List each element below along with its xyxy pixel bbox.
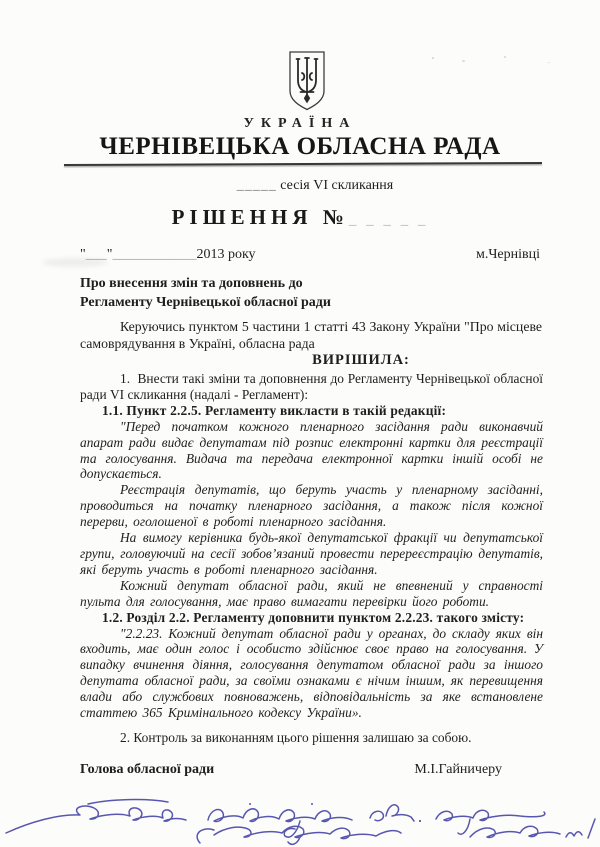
scan-noise-speck	[432, 57, 434, 59]
body-paragraph: Кожний депутат обласної ради, який не впевнений у справності пульта для голосування, має право вимагати перевірки його роботи.	[80, 577, 543, 609]
document-subject	[80, 275, 331, 312]
month-blank: ____________	[112, 247, 197, 262]
subject-line: Про внесення змін та доповнень до	[80, 276, 303, 291]
place-name: м.Чернівці	[475, 247, 540, 262]
header-divider	[64, 162, 542, 166]
signature-row	[80, 762, 560, 778]
preamble: Керуючись пунктом 5 частини 1 статті 43 Закону України "Про місцеве самоврядування в Україні, обласна рада	[80, 319, 542, 352]
body-paragraph: 1. Внести такі зміни та доповнення до Регламенту Чернівецької обласної ради VI скликання (надалі - Регламент):	[80, 371, 543, 402]
body-paragraph: 1.1. Пункт 2.2.5. Регламенту викласти в такій редакції:	[102, 402, 447, 418]
body-paragraph: "Перед початком кожного пленарного засідання ради виконавчий апарат ради видає депутатам під розпис електронні картки для реєстрації та голосування. Видача та передача електронної картки іншій особі не допускається.	[80, 418, 543, 482]
country-name: УКРАЇНА	[243, 116, 357, 131]
day-blank: ___	[85, 247, 107, 262]
body-paragraph: 2. Контроль за виконанням цього рішення залишаю за собою.	[120, 729, 472, 745]
decision-heading	[0, 205, 600, 230]
signatory-title: Голова обласної ради	[80, 762, 215, 777]
body-paragraph: 1.2. Розділ 2.2. Регламенту доповнити пунктом 2.2.23. такого змісту:	[102, 609, 525, 625]
resolved-heading: ВИРІШИЛА:	[312, 352, 410, 368]
decision-number-blank: _ _ _ _ _	[348, 212, 429, 228]
signatory-name: М.І.Гайничеру	[414, 762, 502, 777]
coat-of-arms-icon	[287, 50, 327, 112]
session-line	[30, 178, 600, 194]
handwritten-signature	[0, 788, 600, 847]
decision-label: РІШЕННЯ №	[171, 205, 349, 229]
document-body	[80, 371, 543, 746]
council-title: ЧЕРНІВЕЦЬКА ОБЛАСНА РАДА	[99, 133, 501, 160]
scan-noise-speck	[548, 62, 550, 63]
year-text: 2013 року	[196, 247, 256, 262]
date-row	[80, 247, 540, 263]
scan-noise-speck	[462, 60, 465, 62]
subject-line: Регламенту Чернівецької обласної ради	[80, 294, 331, 310]
body-paragraph: На вимогу керівника будь-якої депутатської фракції чи депутатської групи, головуючий на сесії зобов’язаний провести перереєстрацію депутатів, які беруть участь в роботі пленарного засідання.	[80, 530, 543, 577]
body-paragraph: Реєстрація депутатів, що беруть участь у пленарному засіданні, проводиться на початку пленарного засідання, а також після кожної перерви, оголошеної в роботі пленарного засідання.	[80, 482, 543, 530]
session-text: сесія VI скликання	[276, 178, 394, 193]
date-line: "___"____________2013 року	[80, 247, 256, 262]
body-paragraph: "2.2.23. Кожний депутат обласної ради у органах, до складу яких він входить, має один голос і особисто здійснює своє право на голосування. У випадку вчинення діяння, голосування депутатом обласної ради за іншого депутата обласної ради, за своїми ознаками є нічим іншим, як перевищення влади або службових повноважень, відповідальність за яке встановлене статтею 365 Кримінального кодексу України».	[80, 625, 543, 721]
session-blank: _____	[236, 178, 277, 193]
scan-noise-speck	[504, 56, 506, 58]
